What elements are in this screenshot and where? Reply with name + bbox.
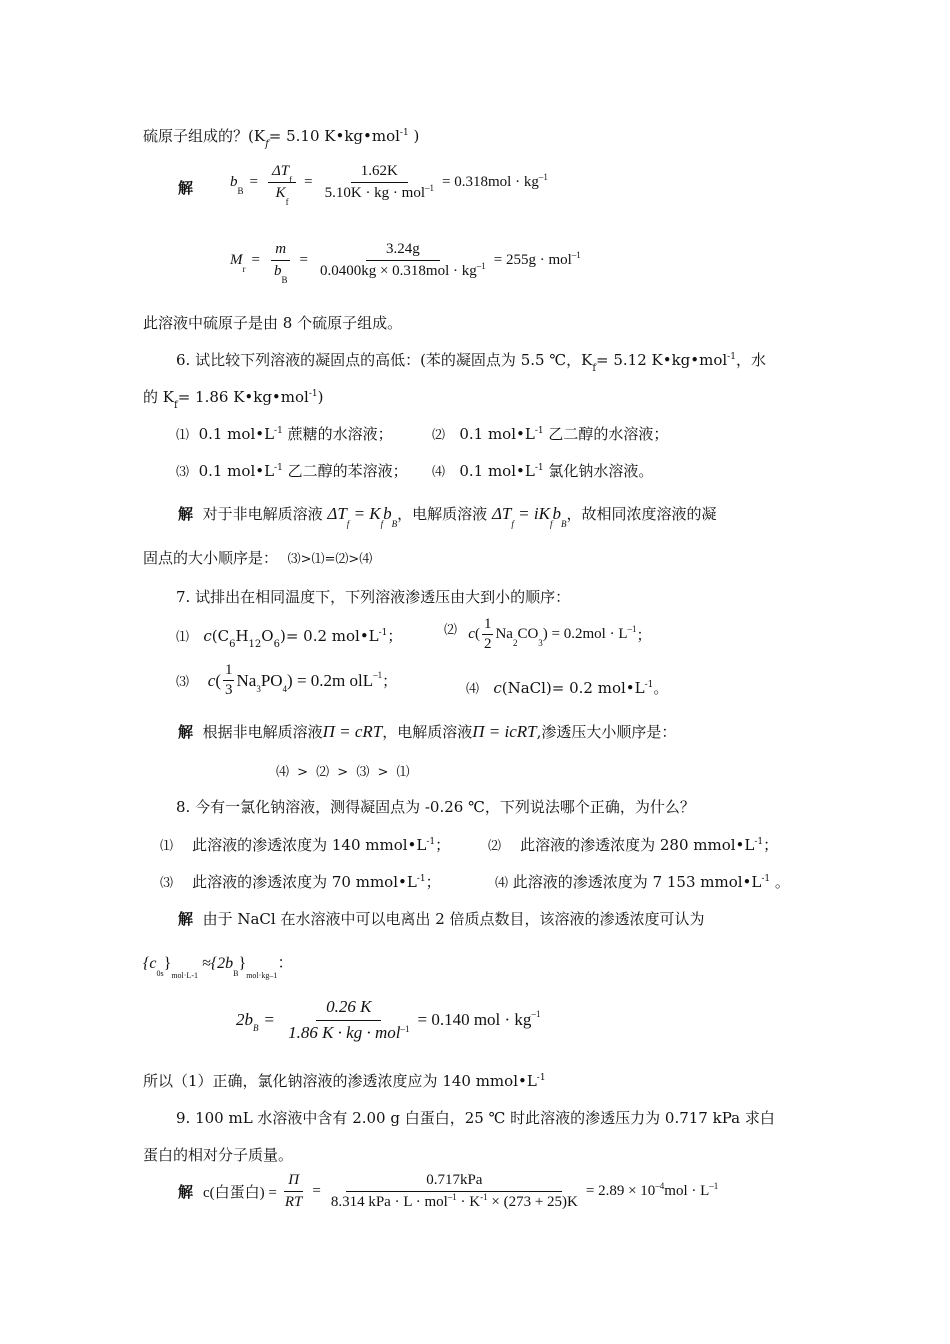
q6-sol-line2: 固点的大小顺序是：: [143, 549, 279, 567]
q7-item-1-a: (C: [211, 627, 230, 645]
q6-item-2-sup: -1: [534, 426, 544, 436]
q7-jie: 解: [178, 723, 194, 741]
intro-sub: f: [265, 139, 269, 150]
eq1-num1-sub: f: [289, 175, 293, 185]
eq1-den2: 5.10K · kg · mol: [324, 185, 426, 201]
q8-rel-d: }: [238, 955, 247, 972]
q7-item-2-a: (: [474, 626, 480, 642]
eq2-frac1: [270, 241, 292, 285]
q8-item-4: [495, 872, 790, 895]
q6-sol-eq1: ΔT: [327, 504, 347, 523]
q6-sol-eq1-b-sub: f: [380, 519, 384, 529]
q9-den1: RT: [284, 1194, 303, 1210]
q8-conclusion-a: 所以（1）正确，氯化钠溶液的渗透浓度应为 140 mmol•L: [143, 1072, 537, 1090]
q6-item-4-num: ⑷: [432, 465, 446, 480]
q7-item-2-b: Na: [495, 626, 513, 642]
q9-line2: 蛋白的相对分子质量。: [143, 1146, 294, 1164]
eq1-lhs-sub: B: [237, 185, 244, 196]
q6-sol-eq2-c-sub: B: [560, 519, 567, 529]
q8-conclusion-sup: -1: [536, 1073, 546, 1083]
q8-rel-sub2: mol·L: [171, 971, 192, 980]
q8-item-3-post: ；: [425, 873, 441, 891]
q6-item-2-pre: 0.1 mol•L: [459, 425, 535, 443]
eq2-lhs-sub: r: [242, 263, 246, 274]
sol5-jie: 解: [178, 179, 194, 197]
q7-item-2-d: CO: [517, 626, 539, 642]
eq2-lhs: M: [230, 252, 243, 268]
q7-item-1-s1: 6: [229, 639, 236, 650]
q8-solution: [178, 909, 705, 929]
eq2-num2: 3.24g: [366, 241, 440, 261]
q7-item-3-h: L: [362, 670, 374, 690]
q8-rel-b: }: [163, 955, 172, 972]
eq2-num1: m: [271, 241, 290, 261]
q9-res-sup2: –1: [709, 1180, 719, 1191]
q7-item-1-num: ⑴: [176, 630, 190, 645]
q8-eq-den-sup: –1: [400, 1024, 410, 1034]
q8-rel-sub4: mol·kg: [246, 971, 270, 980]
q9-jie: 解: [178, 1183, 194, 1201]
q7-item-3-d: PO: [260, 670, 283, 690]
q9-res-sup: –4: [655, 1180, 665, 1191]
q8-rel-sub3: B: [233, 969, 239, 978]
eq1-lhs: b: [230, 174, 238, 190]
q7-item-1-e: )= 0.2 mol•L: [279, 627, 379, 645]
q7-item-3-g: l: [358, 670, 363, 690]
q7-sol-a: 根据非电解质溶液: [202, 723, 323, 741]
q6-sol-eq1-c: b: [383, 504, 392, 523]
q6-sol-eq1-b: = K: [349, 504, 381, 523]
q7-solution: [178, 722, 676, 742]
eq1-frac1: [268, 163, 296, 207]
q8-item-2-post: ；: [763, 836, 779, 854]
q6-line1-c: ，水: [735, 351, 766, 369]
q7-item-1-c: c: [203, 627, 212, 645]
q7-item-1-sup: -1: [378, 628, 388, 638]
intro-value: = 5.10 K•kg•mol: [268, 127, 400, 145]
q8-rel-e: ：: [277, 955, 294, 972]
q6-line1: [176, 350, 766, 373]
sol5-eq2: M r = $\frac{m}{b_B}$ = $\frac{3.24g}{0.0400kg \times 0.318mol \cdot kg^{-1}}$ = 255g · mol –1: [230, 241, 581, 285]
sol5-eq1: b B = $\frac{\Delta T_f}{K_f}$ = $\frac{1.62K}{5.10K \cdot kg \cdot mol^{-1}}$ = 0.318mol · kg –1: [230, 163, 548, 207]
q9-den2-a: 8.314 kPa · L · mol: [330, 1194, 448, 1210]
q8-eq-res-sup: –1: [531, 1009, 541, 1019]
q8-eq-lhs: 2b: [236, 1010, 253, 1029]
eq1-den2-sup: –1: [425, 183, 435, 193]
q7-item-1-s3: 6: [273, 639, 280, 650]
q8-item-4-pre: 此溶液的渗透浓度为 7 153 mmol•L: [512, 873, 762, 891]
q7-item-2-fn: 1: [482, 616, 494, 635]
eq1-den1: K: [275, 185, 286, 201]
eq1-den1-sub: f: [285, 197, 289, 207]
q8-eq-frac: [284, 997, 413, 1043]
q7-item-4-c: c: [493, 679, 502, 697]
intro-text: 硫原子组成的？(K: [143, 127, 266, 145]
q7-item-1: [176, 626, 402, 649]
q6-item-4-pre: 0.1 mol•L: [459, 462, 535, 480]
q6-item-1-post: 蔗糖的水溶液；: [282, 425, 393, 443]
q6-item-4-post: 氯化钠水溶液。: [543, 462, 654, 480]
q8-item-3: [160, 872, 441, 895]
q6-item-3-num: ⑶: [176, 465, 190, 480]
q6-line2-b: = 1.86 K•kg•mol: [177, 388, 309, 406]
q6-item-1-pre: 0.1 mol•L: [198, 425, 275, 443]
q9-den2-sup1: –1: [447, 1192, 457, 1202]
eq1-num2: 1.62K: [351, 163, 408, 183]
q6-sol-b: ，电解质溶液: [397, 505, 488, 523]
q6-item-3-pre: 0.1 mol•L: [198, 462, 275, 480]
q6-order: ⑶>⑴=⑵>⑷: [287, 552, 373, 567]
intro-close: ): [408, 127, 420, 145]
q8-jie: 解: [178, 910, 194, 928]
q6-item-4-sup: -1: [534, 463, 544, 473]
q7-item-3-s1: 3: [256, 683, 261, 694]
q8-item-3-sup: -1: [416, 874, 426, 884]
q8-item-2-pre: 此溶液的渗透浓度为 280 mmol•L: [520, 836, 755, 854]
q6-sol-eq2: ΔT: [491, 504, 512, 523]
q9-res-b: mol · L: [664, 1183, 710, 1199]
q7-item-3-b: Na: [236, 670, 257, 690]
q7-item-2-c: c: [468, 626, 475, 642]
eq1-frac2: [321, 163, 438, 202]
eq1-result: = 0.318mol · kg: [442, 174, 539, 190]
q6-line2-sub: f: [173, 400, 178, 411]
q9-num1: Π: [284, 1172, 303, 1192]
q8-title: 8. 今有一氯化钠溶液，测得凝固点为 -0.26 ℃，下列说法哪个正确，为什么？: [176, 798, 695, 816]
intro-sup: -1: [399, 128, 409, 138]
eq2-den1-sub: B: [281, 275, 288, 285]
q8-item-4-post: 。: [770, 873, 790, 891]
q7-item-2-e: ) = 0.2mol · L: [542, 626, 628, 642]
q8-sol: 由于 NaCl 在水溶液中可以电离出 2 倍质点数目，该溶液的渗透浓度可认为: [202, 910, 705, 928]
q7-item-2-s1: 2: [512, 637, 518, 648]
q8-eq-res: = 0.140 mol · kg: [417, 1010, 532, 1029]
q6-sol-eq2-c: b: [552, 504, 561, 523]
q7-item-3-c: c: [207, 670, 216, 690]
q7-item-1-s2: 12: [248, 639, 262, 650]
q6-item-2-post: 乙二醇的水溶液；: [543, 425, 669, 443]
q7-item-3-e: ) = 0.2m o: [287, 670, 359, 690]
q8-rel-sub1: 0s: [156, 969, 164, 978]
q8-rel-sup2: -1: [191, 971, 198, 980]
q6-solution: [178, 504, 717, 529]
q7-item-1-b: H: [235, 627, 249, 645]
q8-item-4-num: ⑷: [495, 876, 509, 891]
q7-item-3-f: ；: [382, 674, 398, 690]
q6-sol-eq2-b-sub: f: [549, 519, 553, 529]
q8-item-1-post: ；: [435, 836, 451, 854]
q7-item-3: [176, 662, 397, 699]
q7-item-2-frac: [482, 616, 494, 653]
q8-item-1: [160, 835, 450, 858]
q7-item-3-fd: 3: [224, 682, 233, 698]
q7-item-1-f: ；: [387, 627, 403, 645]
q8-item-2-sup: -1: [754, 837, 764, 847]
q8-eq-num: 0.26 K: [316, 997, 381, 1021]
q7-item-2: [444, 616, 652, 653]
q6-item-3-sup: -1: [274, 463, 283, 473]
q7-item-4-sup: -1: [644, 680, 654, 690]
q7-sol-eq1: Π = cRT: [322, 722, 383, 741]
q7-item-4-f: 。: [653, 679, 669, 697]
q8-conclusion: [143, 1071, 546, 1094]
q6-sol-eq1-sub: f: [346, 519, 350, 529]
q6-sol-eq2-sub: f: [511, 519, 514, 529]
q8-eq-den: 1.86 K · kg · mol: [288, 1023, 401, 1042]
q9-den2-sup2: -1: [480, 1192, 488, 1202]
q6-item-4: [432, 461, 653, 484]
q7-sol-eq2: Π = icRT: [472, 722, 537, 741]
q6-line2-sup: -1: [308, 389, 318, 399]
eq2-den1: b: [273, 263, 282, 279]
q6-solution-line2: [143, 548, 372, 570]
q6-item-1: [176, 424, 393, 447]
q6-sol-c: ，故相同浓度溶液的凝: [566, 505, 717, 523]
q6-item-1-num: ⑴: [176, 428, 190, 443]
q7-order: ⑷ > ⑵ > ⑶ > ⑴: [276, 765, 410, 780]
q7-item-4: [466, 678, 668, 701]
q7-item-4-num: ⑷: [466, 682, 480, 697]
q8-item-1-pre: 此溶液的渗透浓度为 140 mmol•L: [192, 836, 427, 854]
q7-sol-b: ，电解质溶液: [382, 723, 473, 741]
q9-den2-c: × (273 + 25)K: [487, 1194, 578, 1210]
q7-item-3-s2: 4: [282, 683, 288, 694]
q8-item-1-num: ⑴: [160, 839, 174, 854]
q6-sol-a: 对于非电解质溶液: [202, 505, 323, 523]
q8-rel-c: ≈{2b: [197, 955, 234, 972]
sol5-conclusion: 此溶液中硫原子是由 8 个硫原子组成。: [143, 314, 403, 332]
q7-item-1-d: O: [261, 627, 274, 645]
q7-item-2-num: ⑵: [444, 622, 458, 637]
q7-item-2-s2: 3: [538, 637, 543, 648]
eq2-frac2: [316, 241, 490, 280]
q8-rel-a: {c: [143, 955, 157, 972]
q7-sol-c: ,渗透压大小顺序是：: [536, 723, 677, 741]
eq1-num1: ΔT: [271, 163, 290, 179]
q7-item-2-fd: 2: [483, 636, 492, 652]
eq1-result-sup: –1: [538, 171, 548, 182]
q6-item-3: [176, 461, 408, 484]
q9-lhs: c(白蛋白) =: [203, 1185, 277, 1201]
q8-rel-sup4: –1: [269, 971, 278, 980]
q7-item-2-sup: –1: [627, 623, 637, 634]
q8-item-2-num: ⑵: [488, 839, 502, 854]
q7-item-3-fn: 1: [223, 662, 235, 681]
q6-line2: [143, 387, 323, 410]
q8-item-2: [488, 835, 778, 858]
q6-jie: 解: [178, 505, 194, 523]
q7-item-3-a: (: [215, 670, 221, 690]
q6-item-2: [432, 424, 668, 447]
eq2-den2-sup: –1: [476, 261, 486, 271]
q8-item-1-sup: -1: [426, 837, 436, 847]
q8-eq-lhs-sub: B: [253, 1023, 259, 1033]
q7-item-2-f: ；: [636, 628, 652, 644]
eq2-den2: 0.0400kg × 0.318mol · kg: [319, 263, 477, 279]
q6-item-3-post: 乙二醇的苯溶液；: [282, 462, 408, 480]
q7-title: 7. 试排出在相同温度下，下列溶液渗透压由大到小的顺序：: [176, 588, 571, 606]
q7-item-4-a: (NaCl)= 0.2 mol•L: [501, 679, 645, 697]
q6-line1-sup: -1: [727, 352, 736, 362]
intro-line: [143, 126, 419, 149]
q6-sol-eq2-b: = iK: [513, 504, 550, 523]
q8-item-3-pre: 此溶液的渗透浓度为 70 mmol•L: [192, 873, 417, 891]
q9-frac2: [327, 1172, 582, 1211]
q7-item-3-num: ⑶: [176, 674, 190, 689]
q9-res-a: = 2.89 × 10: [585, 1183, 656, 1199]
q9-line1: 9. 100 mL 水溶液中含有 2.00 g 白蛋白，25 ℃ 时此溶液的渗透压力为 0.717 kPa 求白: [176, 1109, 775, 1127]
q6-line1-a: 6. 试比较下列溶液的凝固点的高低：(苯的凝固点为 5.5 ℃，K: [176, 351, 593, 369]
q6-line2-a: 的 K: [143, 388, 174, 406]
eq2-result: = 255g · mol: [493, 252, 572, 268]
q9-den2-b: · K: [456, 1194, 481, 1210]
q9-num2: 0.717kPa: [346, 1172, 562, 1192]
q8-item-4-sup: -1: [761, 874, 771, 884]
q7-item-3-sup: –1: [373, 669, 383, 680]
q8-equation: 2b B = $\frac{0.26 K}{1.86 K \cdot kg \cdot mol^{-1}}$ = 0.140 mol · kg –1: [236, 997, 541, 1042]
q6-sol-eq1-c-sub: B: [391, 519, 398, 529]
q9-frac1: [281, 1172, 307, 1211]
q7-item-3-frac: [223, 662, 235, 699]
q6-line2-c: ): [317, 388, 324, 406]
q8-item-3-num: ⑶: [160, 876, 174, 891]
eq2-result-sup: –1: [571, 249, 581, 260]
q6-item-1-sup: -1: [274, 426, 283, 436]
q6-line1-sub: f: [592, 363, 597, 374]
q6-item-2-num: ⑵: [432, 428, 446, 443]
q6-line1-b: = 5.12 K•kg•mol: [596, 351, 728, 369]
q9-equation: c(白蛋白) = $\frac{\Pi}{RT}$ = $\frac{\text{0.717kPa}}{8.314 kPa \cdot L \cdot mol^{-1} \cdot K^{-1} \times (273 + 25)K}$ = 2.89 × 10 –4 mol · L –1: [203, 1172, 719, 1210]
